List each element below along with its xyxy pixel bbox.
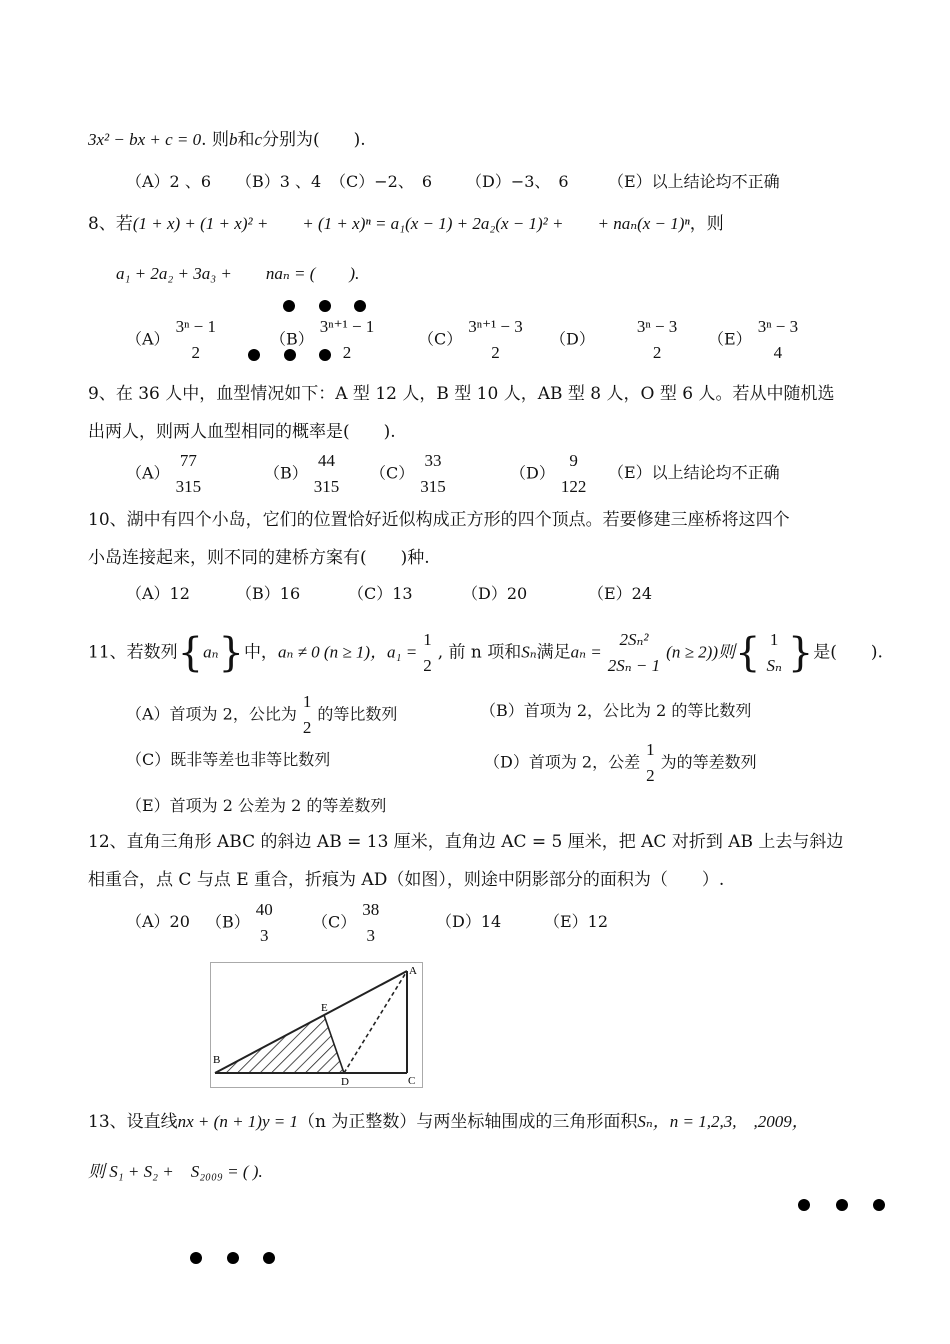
ellipsis-dot <box>319 300 331 312</box>
brace-left: { <box>735 630 761 676</box>
q8-expression: (1 + x) + (1 + x)² + + (1 + x)ⁿ = a₁(x − 1) + 2a₂(x − 1)² + + naₙ(x − 1)ⁿ <box>132 214 690 233</box>
q11-option-d-frac <box>644 737 657 789</box>
q11-cond2: ，a₁ = <box>370 642 418 662</box>
frac-num: 3ⁿ⁺¹ − 1 <box>319 317 375 336</box>
label-a: A <box>409 965 417 977</box>
q8-option-a <box>126 314 222 366</box>
q9-line-1: 9、在 36 人中，血型情况如下：A 型 12 人，B 型 10 人，AB 型 8 人，O 型 6 人。若从中随机选 <box>88 384 835 404</box>
q8-number: 8、若 <box>88 214 133 234</box>
q8-option-d-label: （D） <box>550 329 595 349</box>
q7-equation: 3x² − bx + c = 0 <box>88 130 202 149</box>
q7-b: b <box>228 130 238 149</box>
q11-cond1: aₙ ≠ 0 (n ≥ 1) <box>277 642 371 662</box>
q9-option-d-frac <box>559 448 589 500</box>
q10-line-1: 10、湖中有四个小岛，它们的位置恰好近似构成正方形的四个顶点。若要修建三座桥将这四个 <box>88 510 790 530</box>
ellipsis-dot <box>227 1252 239 1264</box>
q11-seq: aₙ <box>203 642 219 662</box>
frac-num: 33 <box>424 451 442 470</box>
q9-option-b <box>264 448 345 500</box>
frac-den: 2 <box>191 343 201 362</box>
label-b: B <box>213 1054 221 1066</box>
q11-option-b: （B）首项为 2，公比为 2 的等比数列 <box>480 701 752 720</box>
q11-inv-frac <box>764 627 783 679</box>
q12-option-a: （A）20 <box>126 912 190 931</box>
q12-option-b-label: （B） <box>206 912 250 932</box>
q8-option-c <box>418 314 529 366</box>
q9-option-d <box>510 448 592 500</box>
q7-text: . 则 <box>201 130 229 150</box>
label-e: E <box>321 1002 328 1014</box>
shaded-region <box>215 1015 344 1073</box>
q11-option-a <box>126 689 397 741</box>
frac-den: 4 <box>773 343 783 362</box>
brace-left: { <box>177 630 204 676</box>
q12-option-b <box>206 897 279 949</box>
q9-option-a <box>126 448 207 500</box>
q9-option-c <box>370 448 452 500</box>
q12-option-e: （E）12 <box>544 912 609 931</box>
q12-line-2: 相重合，点 C 与点 E 重合，折痕为 AD（如图），则途中阴影部分的面积为（ ）. <box>88 870 725 890</box>
q7-and: 和 <box>237 130 255 150</box>
frac-num: 1 <box>769 630 779 649</box>
triangle-svg <box>211 963 422 1087</box>
q8-option-d-frac <box>635 314 679 366</box>
q9-option-c-frac <box>418 448 448 500</box>
q12-line-1: 12、直角三角形 ABC 的斜边 AB = 13 厘米，直角边 AC = 5 厘米，把 AC 对折到 AB 上去与斜边 <box>88 832 844 852</box>
ellipsis-dot <box>283 300 295 312</box>
q11-p2: 中， <box>243 642 278 663</box>
q13-line-eq: nx + (n + 1)y = 1 <box>177 1112 298 1131</box>
frac-num: 9 <box>569 451 578 470</box>
q8-option-e-frac <box>756 314 800 366</box>
q12-option-c-label: （C） <box>312 912 357 932</box>
ellipsis-dot <box>190 1252 202 1264</box>
q8-option-a-label: （A） <box>126 329 170 349</box>
label-d: D <box>341 1076 349 1087</box>
q13-line-1 <box>88 1110 809 1134</box>
frac-num: 1 <box>302 692 312 711</box>
frac-num: 3ⁿ − 3 <box>636 317 678 336</box>
q13-line-2 <box>88 1160 263 1184</box>
frac-num: 38 <box>362 900 380 919</box>
q8-then: ，则 <box>689 214 724 234</box>
q11-option-a-frac <box>301 689 314 741</box>
q8-option-a-frac <box>174 314 218 366</box>
q12-option-b-frac <box>254 897 275 949</box>
frac-den: 315 <box>313 477 340 496</box>
ellipsis-dot <box>836 1199 848 1211</box>
q11-question <box>88 627 883 679</box>
q11-half <box>421 627 434 679</box>
q9-option-c-label: （C） <box>370 463 415 483</box>
q11-option-d-post: 为的等差数列 <box>660 752 757 772</box>
q11-p3: , 前 n 项和 <box>437 642 522 663</box>
q10-option-c: （C）13 <box>348 584 413 603</box>
ellipsis-dot <box>798 1199 810 1211</box>
q11-option-a-post: 的等比数列 <box>317 704 398 724</box>
q11-option-a-pre: （A）首项为 2，公比为 <box>126 704 297 724</box>
triangle-figure <box>210 962 423 1088</box>
brace-right: } <box>218 630 244 676</box>
q9-option-a-label: （A） <box>126 463 170 483</box>
frac-den: 3 <box>366 926 375 945</box>
q8-option-c-frac <box>466 314 525 366</box>
frac-den: 2 <box>646 766 655 785</box>
q12-option-c <box>312 897 385 949</box>
frac-num: 44 <box>318 451 336 470</box>
q10-option-d: （D）20 <box>462 584 528 603</box>
frac-den: 2Sₙ − 1 <box>607 656 661 675</box>
q7-option-e: （E）以上结论均不正确 <box>608 172 780 191</box>
q7-rest: 分别为( ). <box>262 130 366 150</box>
q7-option-c: （C）−2、 6 <box>330 172 433 191</box>
q13-sn: Sₙ <box>637 1112 653 1131</box>
frac-den: 2 <box>342 343 352 362</box>
frac-den: 315 <box>420 477 446 496</box>
ellipsis-dot <box>873 1199 885 1211</box>
frac-den: 315 <box>175 477 202 496</box>
frac-num: 1 <box>646 740 655 759</box>
q11-option-c: （C）既非等差也非等比数列 <box>126 750 331 769</box>
brace-right: } <box>787 630 814 676</box>
q12-option-d: （D）14 <box>436 912 502 931</box>
q10-option-b: （B）16 <box>236 584 301 603</box>
q7-equation-line <box>88 128 366 152</box>
q9-line-2: 出两人，则两人血型相同的概率是( ). <box>88 422 396 442</box>
q10-option-a: （A）12 <box>126 584 190 603</box>
q11-an-frac <box>606 627 662 679</box>
q8-ask <box>116 262 359 286</box>
frac-den: Sₙ <box>766 656 782 675</box>
frac-num: 3ⁿ − 3 <box>757 317 799 336</box>
q12-option-c-frac <box>360 897 381 949</box>
frac-num: 1 <box>423 630 432 649</box>
q7-option-a: （A）2 、6 <box>126 172 212 191</box>
q13-sum: 则 S₁ + S₂ + S₂₀₀₉ = ( ). <box>88 1162 263 1181</box>
q11-cond3: (n ≥ 2))则 <box>666 642 735 662</box>
ellipsis-dot <box>248 349 260 361</box>
q13-range: ，n = 1,2,3, ,2009， <box>652 1112 809 1131</box>
q9-option-e: （E）以上结论均不正确 <box>608 463 780 482</box>
q7-c: c <box>254 130 263 149</box>
q7-option-d: （D）−3、 6 <box>466 172 569 191</box>
q11-p1: 11、若数列 <box>88 642 178 663</box>
ellipsis-dot <box>354 300 366 312</box>
q10-option-e: （E）24 <box>588 584 653 603</box>
q11-p4: 满足 <box>536 642 571 663</box>
q9-option-a-frac <box>174 448 204 500</box>
q10-line-2: 小岛连接起来，则不同的建桥方案有( )种. <box>88 548 430 568</box>
q11-sn: Sₙ <box>521 642 537 662</box>
q11-option-d <box>484 737 757 789</box>
frac-den: 2 <box>423 656 432 675</box>
q9-option-d-label: （D） <box>510 463 555 483</box>
frac-num: 77 <box>179 451 197 470</box>
q11-an: aₙ = <box>570 642 602 662</box>
ellipsis-dot <box>263 1252 275 1264</box>
q8-option-d <box>550 314 683 366</box>
frac-den: 122 <box>560 477 587 496</box>
q11-option-e: （E）首项为 2 公差为 2 的等差数列 <box>126 796 387 815</box>
frac-den: 2 <box>491 343 500 362</box>
q13-mid: （n 为正整数）与两坐标轴围成的三角形面积 <box>297 1112 638 1132</box>
frac-num: 40 <box>255 900 273 919</box>
ellipsis-dot <box>319 349 331 361</box>
q8-option-c-label: （C） <box>418 329 463 349</box>
frac-den: 2 <box>652 343 662 362</box>
q8-ask-expr: a₁ + 2a₂ + 3a₃ + naₙ = ( ). <box>116 264 360 283</box>
q11-option-d-pre: （D）首项为 2，公差 <box>484 752 641 772</box>
q8-question <box>88 212 724 236</box>
q11-p5: 是( ). <box>813 642 883 663</box>
fold-ad <box>344 971 407 1073</box>
q9-option-b-label: （B） <box>264 463 308 483</box>
frac-num: 3ⁿ⁺¹ − 3 <box>468 317 523 336</box>
label-c: C <box>408 1075 416 1087</box>
q8-option-b-label: （B） <box>270 329 314 349</box>
q9-option-b-frac <box>312 448 342 500</box>
ellipsis-dot <box>284 349 296 361</box>
frac-den: 2 <box>302 718 312 737</box>
q8-option-e <box>708 314 804 366</box>
frac-den: 3 <box>260 926 269 945</box>
q7-option-b: （B）3 、4 <box>236 172 322 191</box>
frac-num: 2Sₙ² <box>619 630 649 649</box>
q8-option-e-label: （E） <box>708 329 752 349</box>
q13-pre: 13、设直线 <box>88 1112 178 1132</box>
frac-num: 3ⁿ − 1 <box>175 317 217 336</box>
